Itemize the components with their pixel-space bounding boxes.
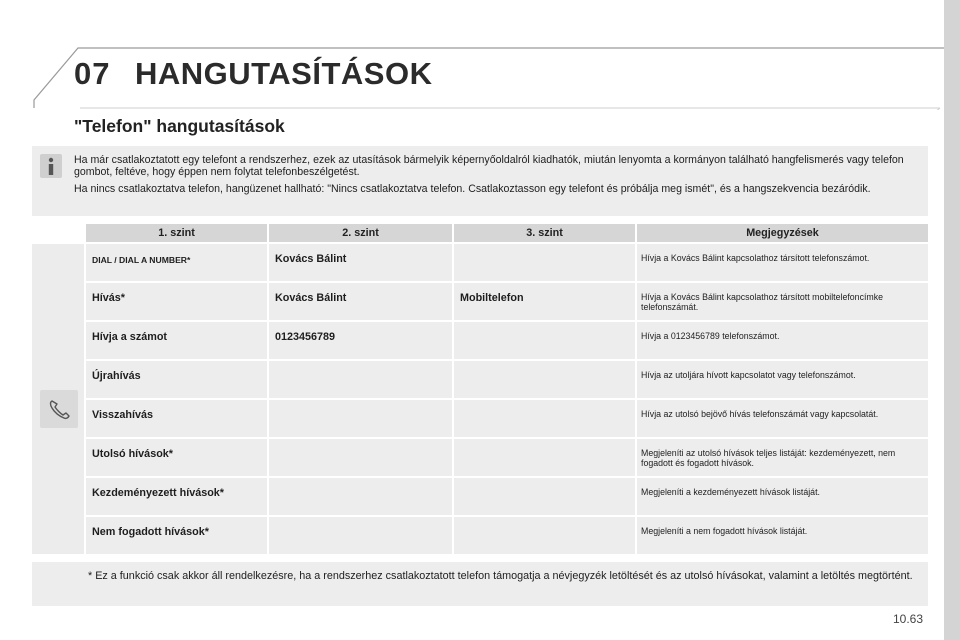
- cell-level-1-text: Újrahívás: [92, 370, 141, 382]
- note-text: Hívja a Kovács Bálint kapcsolathoz társított telefonszámot.: [641, 253, 870, 263]
- info-text: [74, 154, 914, 199]
- table-row: [86, 244, 928, 281]
- page-edge-rail: [944, 0, 960, 640]
- cell-level-1: [86, 322, 267, 359]
- cell-notes: [637, 439, 928, 476]
- footnote-text: * Ez a funkció csak akkor áll rendelkezésre, ha a rendszerhez csatlakoztatott telefon támogatja a névjegyzék letöltését és az utolsó hívásokat, valamint a letöltés megtörtént.: [88, 570, 913, 582]
- header-level-2: 2. szint: [269, 224, 452, 242]
- cell-level-1: [86, 283, 267, 320]
- table-row: [86, 283, 928, 320]
- cell-level-1-text: Hívja a számot: [92, 331, 168, 343]
- cell-notes: [637, 517, 928, 554]
- cell-level-2-text: Kovács Bálint: [275, 292, 347, 304]
- note-text: Hívja a Kovács Bálint kapcsolathoz társított mobiltelefoncímke telefonszámát.: [641, 292, 884, 312]
- cell-notes: [637, 361, 928, 398]
- cell-level-3: [454, 244, 635, 281]
- cell-level-1-text: Utolsó hívások*: [92, 448, 173, 460]
- cell-level-1: [86, 439, 267, 476]
- table-row: [86, 478, 928, 515]
- phone-icon-box: [40, 390, 78, 428]
- table-row: [86, 439, 928, 476]
- cell-level-3: [454, 361, 635, 398]
- cell-level-3: [454, 439, 635, 476]
- phone-category-cell: [32, 244, 84, 554]
- table-header-row: [32, 224, 928, 242]
- cell-level-3: [454, 322, 635, 359]
- chapter-title: HANGUTASÍTÁSOK: [135, 56, 433, 91]
- page-number: 10.63: [893, 612, 924, 626]
- header-level-1: 1. szint: [86, 224, 267, 242]
- section-title: "Telefon" hangutasítások: [74, 116, 285, 136]
- cell-level-1: [86, 244, 267, 281]
- cell-level-1-text: Hívás*: [92, 292, 126, 304]
- cell-level-1: [86, 400, 267, 437]
- cell-level-2: [269, 283, 452, 320]
- cell-level-2: [269, 361, 452, 398]
- cell-level-1-text: Visszahívás: [92, 409, 154, 421]
- cell-level-1: [86, 478, 267, 515]
- cell-level-2: [269, 439, 452, 476]
- note-text: Megjeleníti a kezdeményezett hívások listáját.: [641, 487, 820, 497]
- header-level-3: 3. szint: [454, 224, 635, 242]
- cell-level-2: [269, 478, 452, 515]
- cell-notes: [637, 400, 928, 437]
- info-icon: [40, 154, 62, 178]
- cell-level-1-text: DIAL / DIAL A NUMBER*: [92, 255, 191, 265]
- footnote-panel: [32, 562, 928, 606]
- cell-level-2: [269, 517, 452, 554]
- header-notes: Megjegyzések: [637, 224, 928, 242]
- note-text: Hívja az utolsó bejövő hívás telefonszámát vagy kapcsolatát.: [641, 409, 879, 419]
- cell-level-3: [454, 400, 635, 437]
- note-text: Hívja az utoljára hívott kapcsolatot vagy telefonszámot.: [641, 370, 856, 380]
- cell-level-3: [454, 478, 635, 515]
- cell-notes: [637, 478, 928, 515]
- table-row: [86, 361, 928, 398]
- info-paragraph-1: Ha már csatlakoztatott egy telefont a rendszerhez, ezek az utasítások bármelyik képernyőoldalról kiadhatók, miután lenyomta a kormányon található hangfelismerés vagy telefon gombot, feltéve, hogy éppen nem folytat telefonbeszélgetést.: [74, 154, 904, 179]
- chapter-number: 07: [74, 56, 111, 91]
- cell-level-2-text: Kovács Bálint: [275, 253, 347, 265]
- cell-level-1: [86, 361, 267, 398]
- cell-level-2: [269, 322, 452, 359]
- cell-level-3: [454, 283, 635, 320]
- table-row: [86, 400, 928, 437]
- chapter-header-frame: [0, 0, 944, 110]
- table-row: [86, 517, 928, 554]
- cell-level-3-text: Mobiltelefon: [460, 292, 524, 304]
- cell-notes: [637, 244, 928, 281]
- note-text: Megjeleníti a nem fogadott hívások listáját.: [641, 526, 808, 536]
- cell-notes: [637, 322, 928, 359]
- note-text: Hívja a 0123456789 telefonszámot.: [641, 331, 780, 341]
- phone-handset-icon: [40, 390, 78, 428]
- table-row: [86, 322, 928, 359]
- cell-notes: [637, 283, 928, 320]
- note-text: Megjeleníti az utolsó hívások teljes listáját: kezdeményezett, nem fogadott és fogadott hívások.: [641, 448, 896, 468]
- info-panel: [32, 146, 928, 216]
- info-paragraph-2: Ha nincs csatlakoztatva telefon, hangüzenet hallható: "Nincs csatlakoztatva telefon. Csatlakoztasson egy telefont és próbálja meg ismét", és a hangszekvencia bezáródik.: [74, 182, 871, 195]
- voice-command-table: [32, 224, 928, 554]
- cell-level-1: [86, 517, 267, 554]
- cell-level-2-text: 0123456789: [275, 331, 336, 343]
- cell-level-2: [269, 244, 452, 281]
- cell-level-1-text: Nem fogadott hívások*: [92, 526, 209, 538]
- cell-level-2: [269, 400, 452, 437]
- cell-level-1-text: Kezdeményezett hívások*: [92, 487, 225, 499]
- cell-level-3: [454, 517, 635, 554]
